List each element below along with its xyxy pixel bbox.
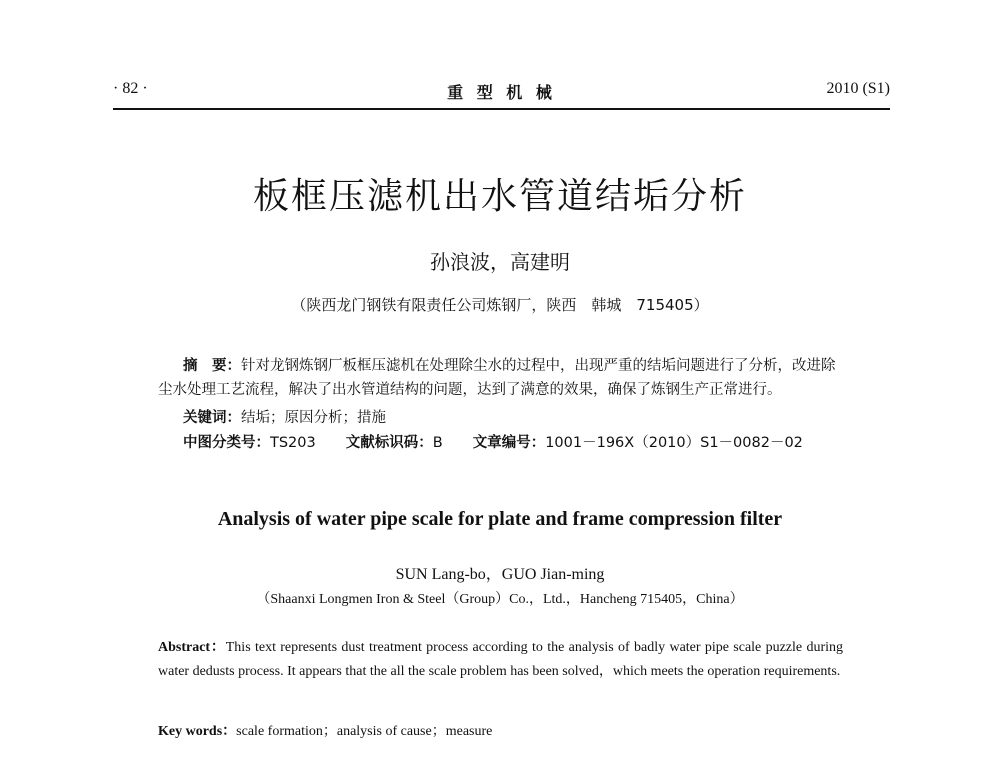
chinese-abstract-label: 摘 要： bbox=[183, 358, 241, 374]
chinese-abstract bbox=[158, 354, 848, 402]
chinese-keywords-label: 关键词： bbox=[183, 410, 241, 426]
page-number: · 82 · bbox=[113, 80, 148, 97]
english-affiliation: （Shaanxi Longmen Iron & Steel（Group）Co.，Ltd.，Hancheng 715405，China） bbox=[256, 592, 744, 607]
doc-code-label: 文献标识码： bbox=[345, 435, 433, 451]
english-title: Analysis of water pipe scale for plate and frame compression filter bbox=[217, 508, 783, 530]
chinese-authors: 孙浪波，高建明 bbox=[430, 250, 570, 274]
doc-code-value: B bbox=[432, 435, 443, 451]
english-keywords-label: Key words： bbox=[158, 724, 237, 739]
chinese-affiliation: （陕西龙门钢铁有限责任公司炼钢厂，陕西 韩城 715405） bbox=[291, 296, 709, 314]
chinese-keywords bbox=[183, 406, 843, 427]
classification-line bbox=[183, 431, 843, 452]
clc-value: TS203 bbox=[270, 435, 316, 451]
chinese-title: 板框压滤机出水管道结垢分析 bbox=[252, 176, 747, 217]
english-abstract-label: Abstract： bbox=[158, 640, 226, 655]
english-abstract bbox=[158, 636, 843, 684]
chinese-abstract-text: 针对龙钢炼钢厂板框压滤机在处理除尘水的过程中，出现严重的结垢问题进行了分析，改进除尘水处理工艺流程，解决了出水管道结构的问题，达到了满意的效果，确保了炼钢生产正常进行。 bbox=[158, 358, 836, 398]
article-number-label: 文章编号： bbox=[472, 435, 546, 451]
issue-label: 2010 (S1) bbox=[826, 80, 890, 97]
english-authors: SUN Lang-bo，GUO Jian-ming bbox=[395, 566, 605, 583]
english-abstract-text: This text represents dust treatment process according to the analysis of badly water pipe scale puzzle during water dedusts process. It appears that the all the scale problem has been solved，which meets the operation requirements. bbox=[158, 640, 843, 679]
english-keywords-text: scale formation；analysis of cause；measure bbox=[236, 724, 493, 739]
article-number-value: 1001－196X（2010）S1－0082－02 bbox=[545, 435, 803, 451]
journal-name: 重 型 机 械 bbox=[447, 83, 556, 102]
english-keywords bbox=[158, 720, 843, 740]
clc-label: 中图分类号： bbox=[183, 435, 270, 451]
running-header bbox=[113, 72, 890, 110]
chinese-keywords-text: 结垢；原因分析；措施 bbox=[241, 410, 386, 426]
